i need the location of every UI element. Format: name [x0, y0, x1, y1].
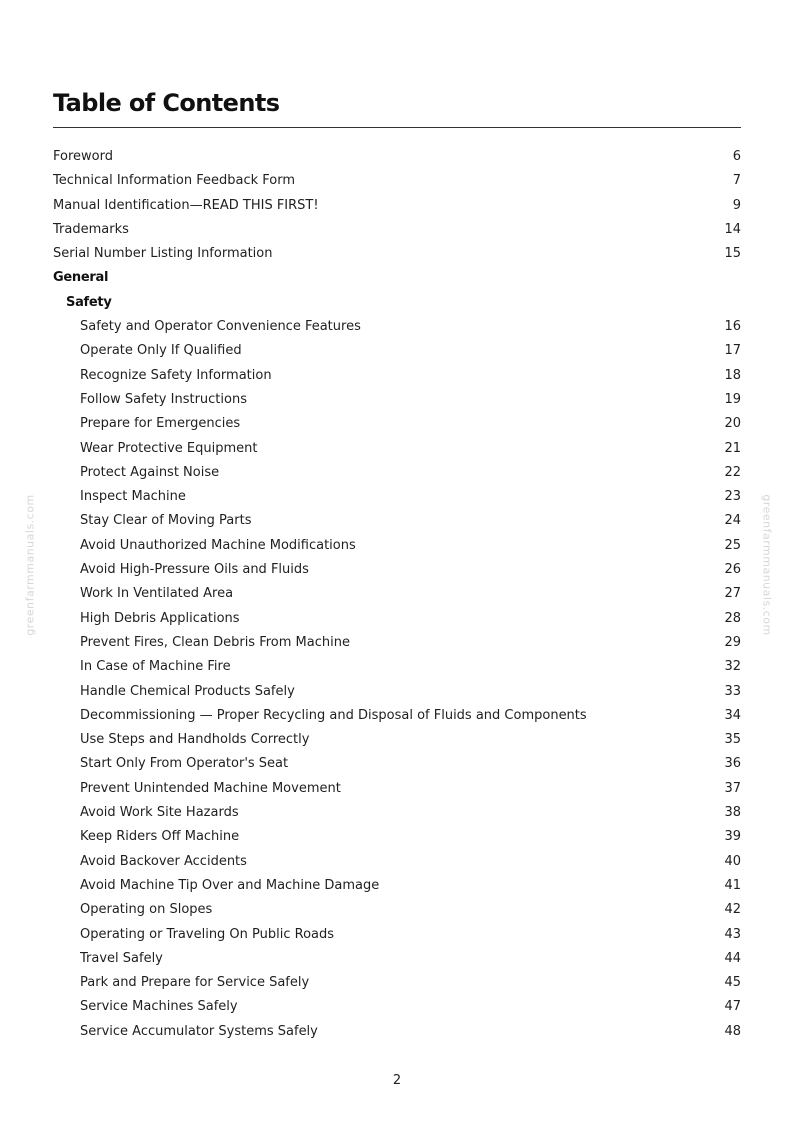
toc-entry-title: High Debris Applications [80, 610, 240, 626]
toc-entry-title: Work In Ventilated Area [80, 586, 234, 602]
toc-entry[interactable] [53, 339, 741, 363]
toc-entry[interactable] [53, 534, 741, 558]
toc-entry-title: Prepare for Emergencies [80, 416, 241, 432]
toc-entry[interactable] [53, 145, 741, 169]
toc-entry-page: 33 [724, 683, 741, 699]
table-of-contents [53, 145, 741, 1044]
toc-entry[interactable] [53, 437, 741, 461]
toc-entry-title: Inspect Machine [80, 489, 186, 505]
toc-entry-title: Serial Number Listing Information [53, 246, 273, 262]
toc-entry-title: Handle Chemical Products Safely [80, 683, 295, 699]
toc-entry-page: 48 [724, 1023, 741, 1039]
toc-entry-title: Operate Only If Qualified [80, 343, 242, 359]
toc-entry[interactable] [53, 509, 741, 533]
toc-entry-title: Keep Riders Off Machine [80, 829, 240, 845]
toc-entry-title: Avoid Backover Accidents [80, 853, 247, 869]
toc-entry-page: 15 [724, 246, 741, 262]
toc-entry-page: 42 [724, 902, 741, 918]
toc-entry[interactable] [53, 825, 741, 849]
toc-entry[interactable] [53, 582, 741, 606]
toc-entry[interactable] [53, 461, 741, 485]
toc-entry-title: Manual Identification—READ THIS FIRST! [53, 197, 319, 213]
toc-entry[interactable] [53, 607, 741, 631]
toc-entry-title: Avoid High-Pressure Oils and Fluids [80, 562, 309, 578]
toc-entry-page: 28 [724, 610, 741, 626]
toc-entry[interactable] [53, 485, 741, 509]
toc-entry-page: 34 [724, 707, 741, 723]
toc-entry[interactable] [53, 777, 741, 801]
toc-entry[interactable] [53, 558, 741, 582]
toc-entry-title: Avoid Machine Tip Over and Machine Damage [80, 877, 380, 893]
toc-entry[interactable] [53, 874, 741, 898]
toc-entry-page: 44 [724, 950, 741, 966]
toc-entry-title: Operating or Traveling On Public Roads [80, 926, 335, 942]
toc-entry[interactable] [53, 218, 741, 242]
toc-entry-title: In Case of Machine Fire [80, 659, 231, 675]
toc-entry-title: Avoid Unauthorized Machine Modifications [80, 537, 356, 553]
toc-entry-page: 6 [732, 149, 741, 164]
toc-entry-title: Operating on Slopes [80, 902, 213, 918]
toc-entry-title: Safety and Operator Convenience Features [80, 319, 361, 335]
toc-entry-page: 38 [724, 805, 741, 821]
toc-entry[interactable] [53, 728, 741, 752]
toc-entry-title: Recognize Safety Information [80, 367, 272, 383]
toc-entry-page: 41 [724, 877, 741, 893]
toc-entry[interactable] [53, 631, 741, 655]
toc-entry-title: Prevent Unintended Machine Movement [80, 780, 341, 796]
toc-entry-page: 20 [724, 416, 741, 432]
toc-entry[interactable] [53, 752, 741, 776]
toc-entry-page: 39 [724, 829, 741, 845]
toc-entry-title: Service Accumulator Systems Safely [80, 1023, 318, 1039]
toc-entry-page: 22 [724, 464, 741, 480]
toc-entry-title: General [53, 270, 109, 286]
toc-entry[interactable] [53, 947, 741, 971]
toc-entry-page: 24 [724, 513, 741, 529]
toc-entry[interactable] [53, 364, 741, 388]
watermark-left: greenfarmmanuals.com [23, 494, 37, 636]
toc-entry[interactable] [53, 315, 741, 339]
toc-entry[interactable] [53, 169, 741, 193]
toc-entry[interactable] [53, 680, 741, 704]
toc-entry-title: Avoid Work Site Hazards [80, 805, 239, 821]
toc-entry-title: Use Steps and Handholds Correctly [80, 732, 310, 748]
toc-entry[interactable] [53, 923, 741, 947]
toc-entry-title: Foreword [53, 149, 113, 164]
toc-entry-page: 27 [724, 586, 741, 602]
toc-entry-page: 23 [724, 489, 741, 505]
toc-entry-title: Park and Prepare for Service Safely [80, 975, 310, 991]
watermark-right: greenfarmmanuals.com [760, 494, 774, 636]
toc-entry-title: Wear Protective Equipment [80, 440, 258, 456]
toc-entry-page: 18 [724, 367, 741, 383]
toc-entry[interactable] [53, 898, 741, 922]
toc-entry-page: 7 [732, 173, 741, 189]
toc-entry-title: Travel Safely [80, 950, 163, 966]
page-title: Table of Contents [53, 89, 280, 117]
toc-entry[interactable] [53, 704, 741, 728]
toc-entry-page: 29 [724, 634, 741, 650]
toc-entry-page: 17 [724, 343, 741, 359]
toc-entry[interactable] [53, 194, 741, 218]
toc-entry-page: 43 [724, 926, 741, 942]
title-divider [53, 127, 741, 128]
toc-entry-title: Technical Information Feedback Form [53, 173, 295, 189]
toc-entry-title: Stay Clear of Moving Parts [80, 513, 252, 529]
toc-entry-page: 32 [724, 659, 741, 675]
toc-entry-page: 37 [724, 780, 741, 796]
toc-entry-page: 14 [724, 221, 741, 237]
toc-entry-title: Service Machines Safely [80, 999, 238, 1015]
toc-entry-title: Trademarks [53, 221, 129, 237]
toc-entry-page: 36 [724, 756, 741, 772]
toc-entry-title: Prevent Fires, Clean Debris From Machine [80, 634, 350, 650]
toc-entry-page: 45 [724, 975, 741, 991]
toc-entry-page: 35 [724, 732, 741, 748]
toc-entry[interactable] [53, 1020, 741, 1044]
toc-section-heading [53, 266, 741, 290]
toc-entry[interactable] [53, 995, 741, 1019]
toc-entry-page: 16 [724, 319, 741, 335]
toc-section-heading [53, 291, 741, 315]
toc-entry-page: 19 [724, 391, 741, 407]
toc-entry[interactable] [53, 971, 741, 995]
toc-entry-page: 47 [724, 999, 741, 1015]
toc-entry[interactable] [53, 242, 741, 266]
toc-entry-page: 26 [724, 562, 741, 578]
toc-entry-title: Protect Against Noise [80, 464, 220, 480]
toc-entry-title: Follow Safety Instructions [80, 391, 247, 407]
toc-entry[interactable] [53, 388, 741, 412]
toc-entry-title: Decommissioning — Proper Recycling and Disposal of Fluids and Components [80, 707, 587, 723]
toc-entry[interactable] [53, 655, 741, 679]
toc-entry-page: 40 [724, 853, 741, 869]
toc-entry[interactable] [53, 412, 741, 436]
toc-entry[interactable] [53, 850, 741, 874]
toc-entry-title: Start Only From Operator's Seat [80, 756, 289, 772]
toc-entry[interactable] [53, 801, 741, 825]
toc-entry-title: Safety [66, 294, 112, 310]
toc-entry-page: 9 [732, 197, 741, 213]
page-number: 2 [392, 1073, 402, 1088]
toc-entry-page: 25 [724, 537, 741, 553]
toc-entry-page: 21 [724, 440, 741, 456]
